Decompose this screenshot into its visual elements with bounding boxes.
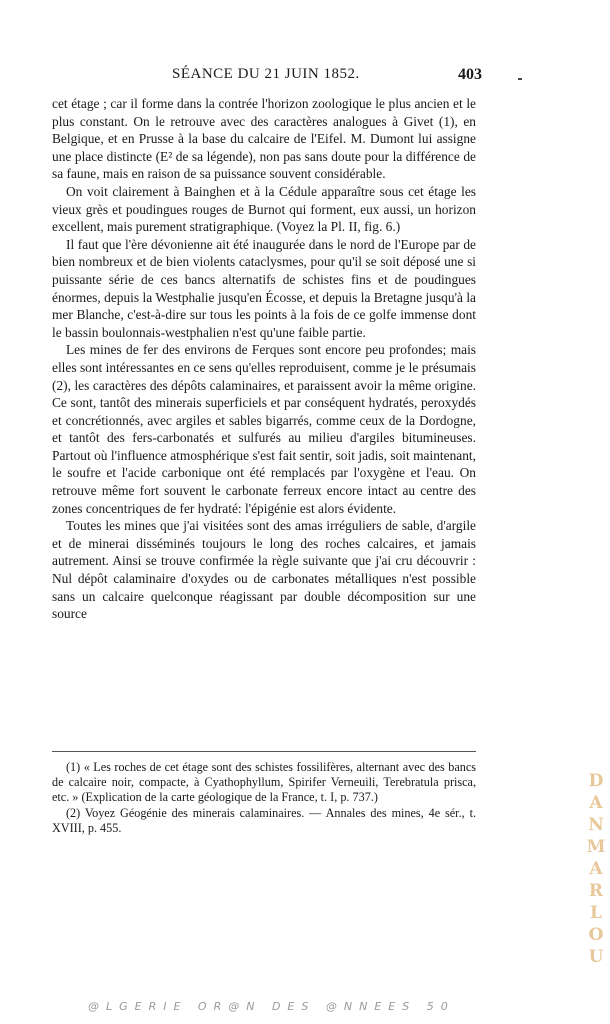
paragraph: Il faut que l'ère dévonienne ait été inaugurée dans le nord de l'Europe par de bien nombreux et de bien violents cataclysmes, pour qu'il se soit déposé une si puissante série de ces bancs alternatifs de schistes fins et de poudingues énormes, depuis la Westphalie jusqu'en Écosse, et depuis la Bretagne jusqu'à la mer Blanche, c'est-à-dire sur tous les points à la fois de ce golfe immense dont le bassin boulonnais-westphalien n'est qu'une faible partie. bbox=[52, 236, 476, 340]
bottom-caption: @LGERIE OR@N DES @NNEES 50 bbox=[88, 1000, 455, 1013]
body-text bbox=[52, 95, 476, 623]
watermark-stamp: DANMARLOU bbox=[586, 771, 606, 967]
footnote-divider bbox=[52, 751, 476, 752]
paragraph: Toutes les mines que j'ai visitées sont des amas irréguliers de sable, d'argile et de minerai disséminés toujours le long des roches calcaires, et jamais autrement. Ainsi se trouve confirmée la règle suivante que j'ai cru découvrir : Nul dépôt calaminaire d'oxydes ou de carbonates métalliques n'est possible sans un calcaire quelconque réagissant par double décomposition sur une source bbox=[52, 518, 476, 622]
page-header bbox=[52, 66, 482, 90]
paragraph: Les mines de fer des environs de Ferques sont encore peu profondes; mais elles sont intéressantes en ce sens qu'elles reproduisent, comme je le présumais (2), les caractères des dépôts calaminaires, et paraissent avoir la même origine. Ce sont, tantôt des minerais superficiels et par conséquent hydratés, peroxydés et concrétionnés, avec argiles et sables bigarrés, comme ceux de la Dordogne, et tantôt des fers-carbonatés et sulfurés au milieu d'argiles bitumineuses. Partout où l'influence atmosphérique s'est fait sentir, soit jadis, soit maintenant, le soufre et l'acide carbonique ont été remplacés par l'oxygène et l'eau. On retrouve même fort souvent le carbonate ferreux encore intact au centre des zones concentriques de fer hydraté: l'épigénie est alors évidente. bbox=[52, 342, 476, 516]
page-number: 403 bbox=[458, 66, 482, 83]
footnote: (1) « Les roches de cet étage sont des schistes fossilifères, alternant avec des bancs de calcaire noir, compacte, à Cyathophyllum, Spirifer Verneuili, Terebratula prisca, etc. » (Explication de la carte géologique de la France, t. I, p. 737.) bbox=[52, 760, 476, 805]
running-head: SÉANCE DU 21 JUIN 1852. bbox=[172, 66, 360, 82]
margin-mark bbox=[518, 78, 522, 80]
footnote: (2) Voyez Géogénie des minerais calaminaires. — Annales des mines, 4e sér., t. XVIII, p. 455. bbox=[52, 805, 476, 835]
paragraph: cet étage ; car il forme dans la contrée l'horizon zoologique le plus ancien et le plus constant. On le retrouve avec des caractères analogues à Givet (1), en Belgique, et en Prusse à la base du calcaire de l'Eifel. M. Dumont lui assigne une place distincte (E² de sa légende), non pas sans doute pour la différence de sa faune, mais en raison de sa puissance souvent considérable. bbox=[52, 96, 476, 182]
paragraph: On voit clairement à Bainghen et à la Cédule apparaître sous cet étage les vieux grès et poudingues rouges de Burnot qui forment, eux aussi, un horizon excellent, mais purement stratigraphique. (Voyez la Pl. II, fig. 6.) bbox=[52, 183, 476, 235]
footnotes bbox=[52, 760, 476, 836]
